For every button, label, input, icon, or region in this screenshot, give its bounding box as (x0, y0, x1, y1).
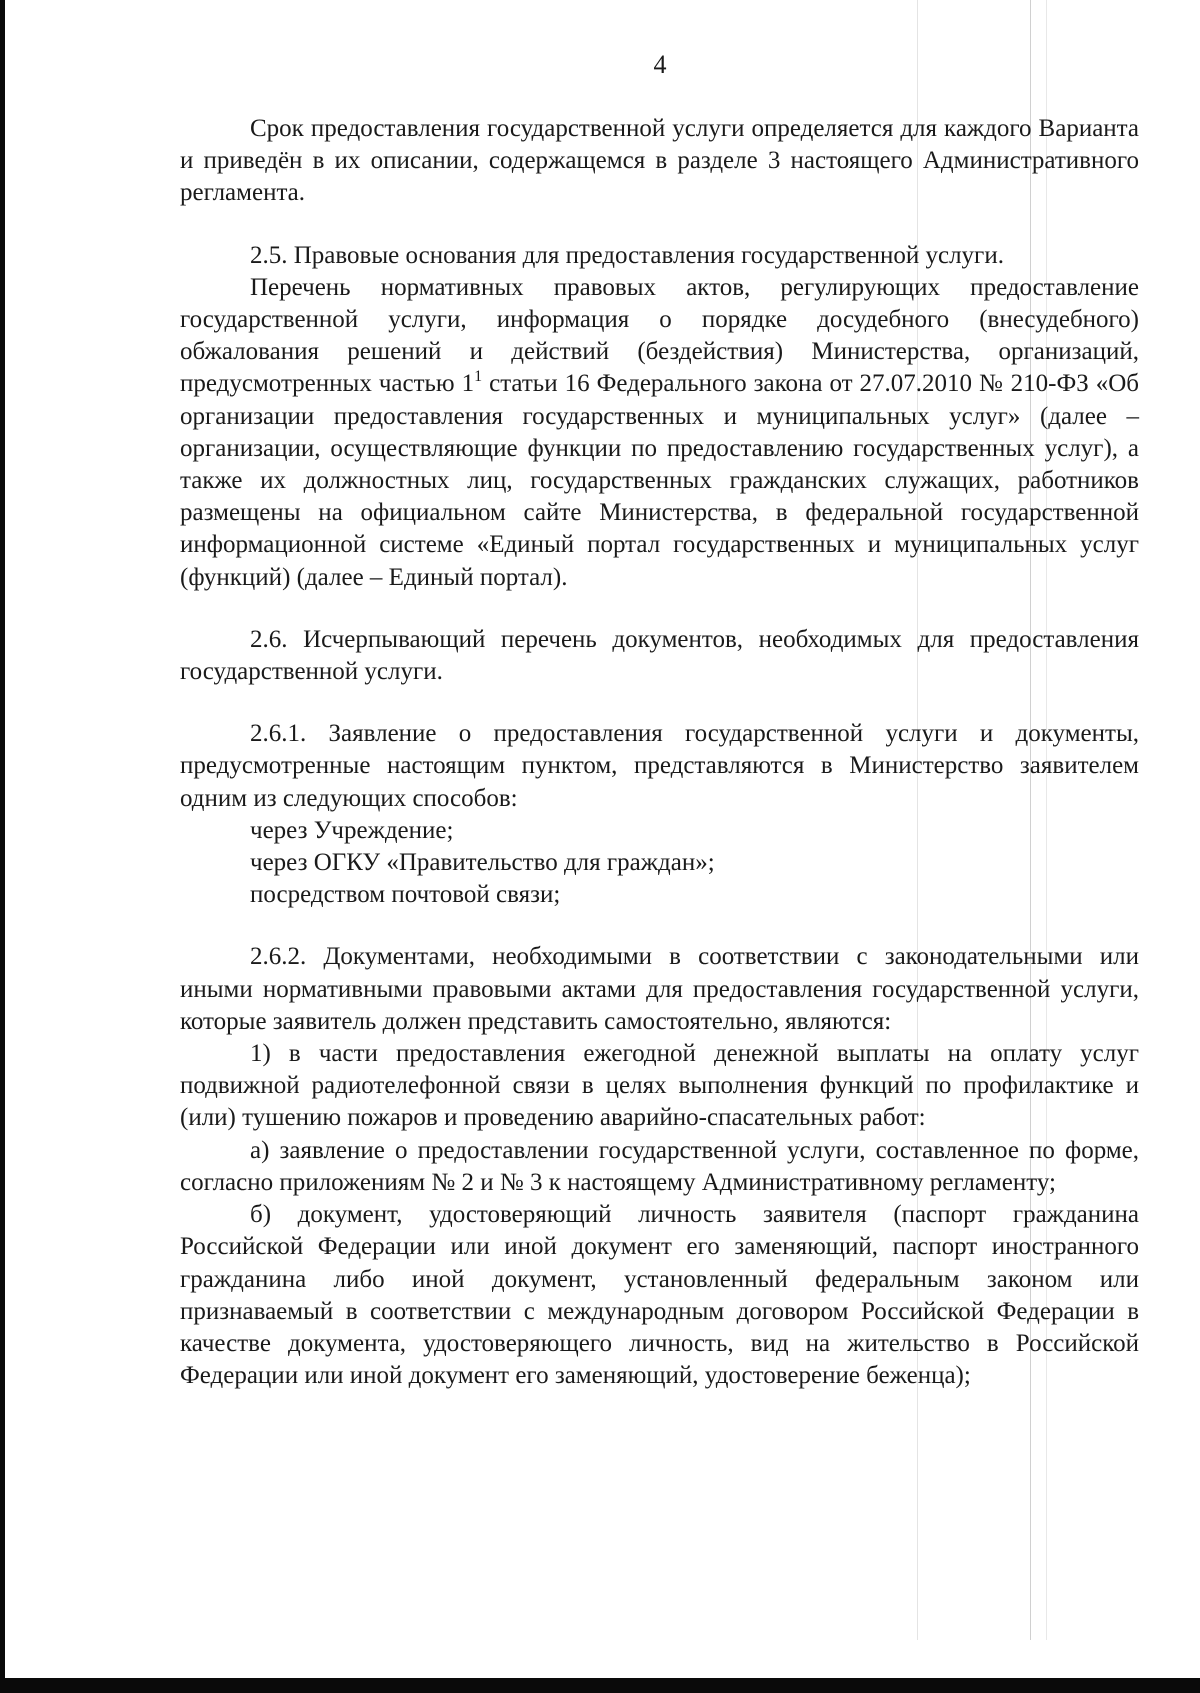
list-item-post: посредством почтовой связи; (250, 881, 561, 909)
paragraph-item-b: б) документ, удостоверяющий личность заявителя (паспорт гражданина Российской Федерации или иной документ его заменяющий, паспорт иностранного гражданина либо иной документ, установленный федеральным законом или признаваемый в соответствии с международным договором Российской Федерации в качестве документа, удостоверяющего личность, вид на жительство в Российской Федерации или иной документ его заменяющий, удостоверение беженца); (180, 1201, 1139, 1390)
paragraph-item-a: а) заявление о предоставлении государственной услуги, составленное по форме, согласно приложениям № 2 и № 3 к настоящему Административному регламенту; (180, 1136, 1139, 1196)
document-body (180, 113, 1139, 1392)
section-heading-2-5: 2.5. Правовые основания для предоставления государственной услуги. (250, 241, 1004, 269)
scan-edge-bottom (0, 1678, 1200, 1693)
paragraph-item-1: 1) в части предоставления ежегодной денежной выплаты на оплату услуг подвижной радиотелефонной связи в целях выполнения функций по профилактике и (или) тушению пожаров и проведению аварийно-спасательных работ: (180, 1040, 1139, 1132)
scan-edge-left (0, 0, 5, 1693)
paragraph-2-6-2: 2.6.2. Документами, необходимыми в соответствии с законодательными или иными нормативными правовыми актами для предоставления государственной услуги, которые заявитель должен представить самостоятельно, являются: (180, 943, 1139, 1035)
list-item-uchrezhdenie: через Учреждение; (250, 816, 454, 844)
list-item-ogku: через ОГКУ «Правительство для граждан»; (250, 849, 715, 877)
paragraph-service-term: Срок предоставления государственной услуги определяется для каждого Варианта и приведён в их описании, содержащемся в разделе 3 настоящего Административного регламента. (180, 115, 1139, 207)
page-number: 4 (653, 50, 667, 79)
paragraph-legal-acts-part2: статьи 16 Федерального закона от 27.07.2010 № 210-ФЗ «Об организации предоставления государственных и муниципальных услуг» (далее – организации, осуществляющие функции по предоставлению государственных услуг), а также их должностных лиц, государственных гражданских служащих, работников размещены на официальном сайте Министерства, в федеральной государственной информационной системе «Единый портал государственных и муниципальных услуг (функций) (далее – Единый портал). (180, 370, 1139, 591)
superscript-1: 1 (474, 368, 483, 386)
paragraph-legal-acts (180, 272, 1139, 594)
paragraph-2-6-1: 2.6.1. Заявление о предоставления государственной услуги и документы, предусмотренные настоящим пунктом, представляются в Министерство заявителем одним из следующих способов: (180, 720, 1139, 812)
paragraph-legal-acts-part1: Перечень нормативных правовых актов, регулирующих предоставление государственной услуги, информация о порядке досудебного (внесудебного) обжалования решений и действий (бездействия) Министерства, организаций, предусмотренных частью 1 (180, 273, 1139, 398)
section-heading-2-6: 2.6. Исчерпывающий перечень документов, необходимых для предоставления государственной услуги. (180, 625, 1139, 686)
